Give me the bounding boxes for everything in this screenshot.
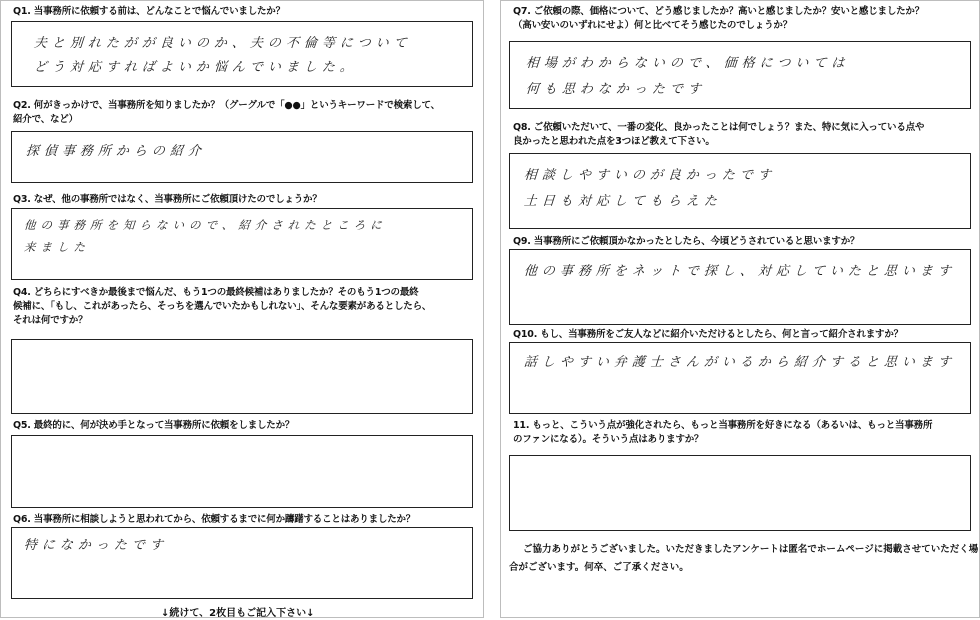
handwritten-answer-q1-line2: どう対応すればよいか悩んでいました。 (33, 60, 359, 75)
answer-box-q7 (509, 41, 971, 109)
answer-box-q6 (11, 527, 473, 599)
question-q5: Q5. 最終的に、何が決め手となって当事務所に依頼をしましたか？ (13, 420, 295, 431)
answer-box-q9 (509, 249, 971, 325)
question-q10: Q10. もし、当事務所をご友人などに紹介いただけるとしたら、何と言って紹介されますか？ (513, 329, 903, 340)
survey-page-2 (500, 0, 980, 618)
handwritten-answer-q8-line1: 相談しやすいのが良かったです (523, 168, 777, 183)
handwritten-answer-q9-line1: 他の事務所をネットで探し、対応していたと思います (523, 264, 957, 279)
question-q9: Q9. 当事務所にご依頼頂かなかったとしたら、今頃どうされていると思いますか？ (513, 236, 860, 247)
question-q2: Q2. 何がきっかけで、当事務所を知りましたか？（グーグルで「●●」というキーワードで検索して、 紹介で、など） (13, 100, 440, 125)
handwritten-answer-q2-line1: 探偵事務所からの紹介 (25, 144, 207, 159)
handwritten-answer-q8-line2: 土日も対応してもらえた (523, 194, 723, 209)
handwritten-answer-q3-line1: 他の事務所を知らないので、紹介されたところに (23, 218, 388, 232)
answer-box-q4 (11, 339, 473, 414)
handwritten-answer-q6-line1: 特になかったです (23, 538, 169, 553)
handwritten-answer-q7-line2: 何も思わなかったです (525, 82, 707, 97)
answer-box-q10 (509, 342, 971, 414)
answer-box-q5 (11, 435, 473, 508)
answer-box-q11 (509, 455, 971, 531)
handwritten-answer-q3-line2: 来ました (23, 240, 91, 254)
question-q8: Q8. ご依頼いただいて、一番の変化、良かったことは何でしょう？また、特に気に入っている点や 良かったと思われた点を3つほど教えて下さい。 (513, 122, 925, 147)
question-q3: Q3. なぜ、他の事務所ではなく、当事務所にご依頼頂けたのでしょうか？ (13, 194, 322, 205)
question-q4: Q4. どちらにすべきか最後まで悩んだ、もう1つの最終候補はありましたか？そのもう1つの最終 候補に、「もし、これがあったら、そっちを選んでいたかもしれない」、そんな要素があるとしたら、 それは何ですか？ (13, 287, 432, 326)
handwritten-answer-q7-line1: 相場がわからないので、価格については (525, 56, 850, 71)
question-q7: Q7. ご依頼の際、価格について、どう感じましたか？高いと感じましたか？安いと感じましたか？ （高い安いのいずれにせよ）何と比べてそう感じたのでしょうか？ (513, 6, 925, 31)
answer-box-q3 (11, 208, 473, 280)
closing-note: ご協力ありがとうございました。いただきましたアンケートは匿名でホームページに掲載させていただく場 合がございます。何卒、ご了承ください。 (509, 544, 979, 573)
question-q11: 11. もっと、こういう点が強化されたら、もっと当事務所を好きになる（あるいは、もっと当事務所 のファンになる）。そういう点はありますか？ (513, 420, 933, 445)
question-q6: Q6. 当事務所に相談しようと思われてから、依頼するまでに何か躊躇することはありましたか？ (13, 514, 416, 525)
answer-box-q8 (509, 153, 971, 229)
answer-box-q2 (11, 131, 473, 183)
question-q1: Q1. 当事務所に依頼する前は、どんなことで悩んでいましたか？ (13, 6, 285, 17)
handwritten-answer-q1-line1: 夫と別れたがが良いのか、夫の不倫等について (33, 36, 413, 51)
handwritten-answer-q10-line1: 話しやすい弁護士さんがいるから紹介すると思います (523, 355, 957, 370)
answer-box-q1 (11, 21, 473, 87)
continue-note: ↓続けて、2枚目もご記入下さい↓ (161, 608, 315, 619)
survey-page-1 (0, 0, 484, 618)
